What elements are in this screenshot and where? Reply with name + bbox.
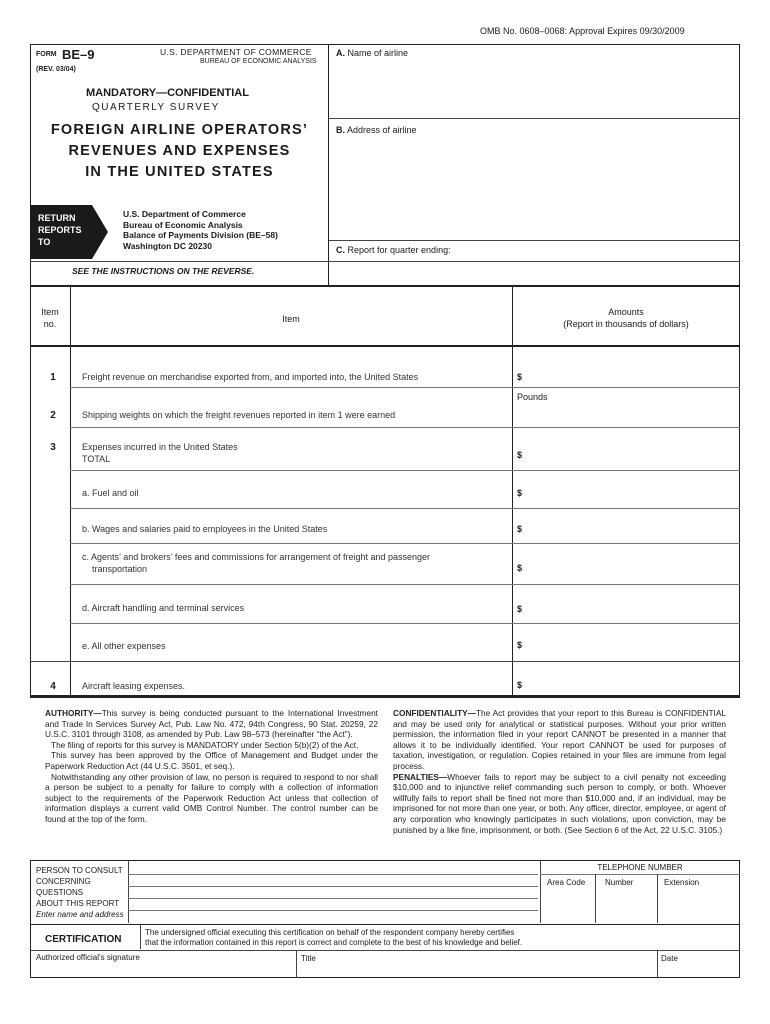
sig-divider <box>296 950 297 978</box>
row-expenses-total: Expenses incurred in the United States TOTAL <box>82 442 238 464</box>
mandatory-label: MANDATORY—CONFIDENTIAL <box>86 87 249 99</box>
area-code-input[interactable] <box>542 890 593 920</box>
table-col-divider-2 <box>512 287 513 696</box>
dollar-sign: $ <box>517 372 523 382</box>
freight-revenue-input[interactable] <box>526 367 736 385</box>
agents-fees-input[interactable] <box>526 558 736 576</box>
return-label: RETURN REPORTS TO <box>38 213 82 247</box>
row-rule <box>70 387 740 388</box>
row-aircraft-handling: d. Aircraft handling and terminal services <box>82 603 245 613</box>
row-agents-fees: c. Agents’ and brokers’ fees and commissions for arrangement of freight and passenger transportation <box>82 552 431 574</box>
item-number: 3 <box>50 442 56 453</box>
table-col-divider-1 <box>70 287 71 696</box>
dollar-sign: $ <box>517 563 523 573</box>
see-instructions: SEE THE INSTRUCTIONS ON THE REVERSE. <box>72 266 255 276</box>
airline-address-input[interactable] <box>332 138 737 236</box>
omb-number: OMB No. 0608–0068: Approval Expires 09/30/2009 <box>480 26 685 36</box>
row-fuel-and-oil: a. Fuel and oil <box>82 488 139 498</box>
return-address: U.S. Department of Commerce Bureau of Economic Analysis Balance of Payments Division (BE–58) Washington DC 20230 <box>123 209 278 251</box>
quarter-ending-input[interactable] <box>470 243 736 259</box>
dollar-sign: $ <box>517 640 523 650</box>
phone-divider <box>657 874 658 923</box>
authority-text: AUTHORITY—This survey is being conducted pursuant to the International Investment and Trade In Services Survey Act, Pub. Law No. 472, 94th Congress, 90 Stat. 20259, 22 U.S.C. 3101 through 3108, as amended by Pub. Law 98–573 (hereinafter “the Act”). The filing of reports for this survey is MANDATORY under Section 5(b)(2) of the Act. This survey has been approved by the Office of Management and Budget under the Paperwork Reduction Act (44 U.S.C. 3501, et seq.). Notwithstanding any other provision of law, no person is required to respond to nor shall a person be subject to a penalty for failure to comply with a collection of information subject to the requirements of the Paperwork Reduction Act unless that collection of information displays a current valid OMB Control Number. The control number can be found at the top of the form. <box>45 708 378 824</box>
dollar-sign: $ <box>517 604 523 614</box>
airline-name-input[interactable] <box>332 62 737 116</box>
aircraft-handling-input[interactable] <box>526 599 736 617</box>
bureau-name: BUREAU OF ECONOMIC ANALYSIS <box>200 58 317 65</box>
phone-divider <box>595 874 596 923</box>
row-rule <box>70 584 740 585</box>
item-number: 2 <box>50 410 56 421</box>
title-input[interactable] <box>298 963 655 977</box>
number-label: Number <box>605 878 634 887</box>
row-aircraft-leasing: Aircraft leasing expenses. <box>82 681 186 691</box>
contact-divider <box>128 861 129 923</box>
form-label: FORM <box>36 51 57 58</box>
table-header-rule <box>30 345 740 347</box>
field-b-label: B. Address of airline <box>336 125 417 135</box>
contact-label: PERSON TO CONSULT CONCERNING QUESTIONS ABOUT THIS REPORT Enter name and address <box>36 866 124 919</box>
other-expenses-input[interactable] <box>526 635 736 653</box>
table-top-rule <box>30 285 740 287</box>
aircraft-leasing-input[interactable] <box>526 675 736 693</box>
item-number: 4 <box>50 681 56 692</box>
col-header-amounts: Amounts (Report in thousands of dollars) <box>563 307 689 329</box>
row-rule <box>70 427 740 428</box>
wages-input[interactable] <box>526 519 736 537</box>
legal-top-rule <box>30 696 740 698</box>
row-wages-salaries: b. Wages and salaries paid to employees in the United States <box>82 524 328 534</box>
pounds-label: Pounds <box>517 392 548 402</box>
survey-type: QUARTERLY SURVEY <box>92 102 220 113</box>
area-code-label: Area Code <box>547 878 586 887</box>
field-a-label: A. Name of airline <box>336 48 409 58</box>
cert-divider <box>140 925 141 949</box>
row-rule <box>70 623 740 624</box>
item-number: 1 <box>50 372 56 383</box>
certification-text: The undersigned official executing this certification on behalf of the respondent company hereby certifies that the information contained in this report is correct and complete to the best of his knowledge and belief. <box>145 928 523 947</box>
title-label: Title <box>301 954 316 963</box>
confidentiality-text: CONFIDENTIALITY—The Act provides that your report to this Bureau is CONFIDENTIAL and may be used only for analytical or statistical purposes. Without your prior written permission, the information filed in your report CANNOT be presented in a manner that allows it to be individually identified. Your report CANNOT be used for purposes of taxation, investigation, or regulation. Copies retained in your files are immune from legal process. PENALTIES—Whoever fails to report may be subject to a civil penalty not exceeding $10,000 and to injunctive relief commanding such person to comply, or both. Whoever willfully fails to report shall be fined not more than $10,000 and, if an individual, may be imprisoned for not more than one year, or both. Any officer, director, employee, or agent of any corporation who knowingly participates in such violations, upon conviction, may be punished by a like fine, imprisonment, or both. (See Section 6 of the Act, 22 U.S.C. 3105.) <box>393 708 726 835</box>
dollar-sign: $ <box>517 488 523 498</box>
certification-label: CERTIFICATION <box>45 934 122 945</box>
field-c-label: C. Report for quarter ending: <box>336 245 451 255</box>
phone-number-input[interactable] <box>597 890 655 920</box>
form-code: BE–9 <box>62 47 95 62</box>
extension-input[interactable] <box>659 890 738 920</box>
fuel-oil-input[interactable] <box>526 483 736 501</box>
field-b-rule <box>329 118 740 119</box>
phone-rule <box>540 874 740 875</box>
telephone-label: TELEPHONE NUMBER <box>597 863 683 872</box>
row-shipping-weights: Shipping weights on which the freight revenues reported in item 1 were earned <box>82 410 396 420</box>
expenses-total-input[interactable] <box>526 445 736 463</box>
signature-input[interactable] <box>32 963 294 977</box>
row-rule <box>70 543 740 544</box>
date-label: Date <box>661 954 678 963</box>
row-rule <box>30 661 740 662</box>
row-rule <box>70 508 740 509</box>
col-header-item: Item <box>282 314 300 324</box>
row-freight-revenue: Freight revenue on merchandise exported from, and imported into, the United States <box>82 372 419 382</box>
field-c-rule <box>329 240 740 241</box>
signature-label: Authorized official’s signature <box>36 953 140 962</box>
col-header-item-no: Item no. <box>41 307 59 329</box>
dollar-sign: $ <box>517 524 523 534</box>
shipping-weights-input[interactable] <box>516 404 736 422</box>
sig-divider <box>657 950 658 978</box>
extension-label: Extension <box>664 878 700 887</box>
instructions-rule <box>30 261 740 262</box>
row-other-expenses: e. All other expenses <box>82 641 166 651</box>
form-title: FOREIGN AIRLINE OPERATORS’ REVENUES AND EXPENSES IN THE UNITED STATES <box>50 122 309 180</box>
dollar-sign: $ <box>517 680 523 690</box>
row-rule <box>70 470 740 471</box>
contact-name-address-input[interactable] <box>130 862 536 922</box>
signature-rule <box>30 950 740 951</box>
date-input[interactable] <box>659 963 738 977</box>
agency-name: U.S. DEPARTMENT OF COMMERCE <box>160 47 312 57</box>
dollar-sign: $ <box>517 450 523 460</box>
form-revision: (REV. 03/04) <box>36 66 76 73</box>
